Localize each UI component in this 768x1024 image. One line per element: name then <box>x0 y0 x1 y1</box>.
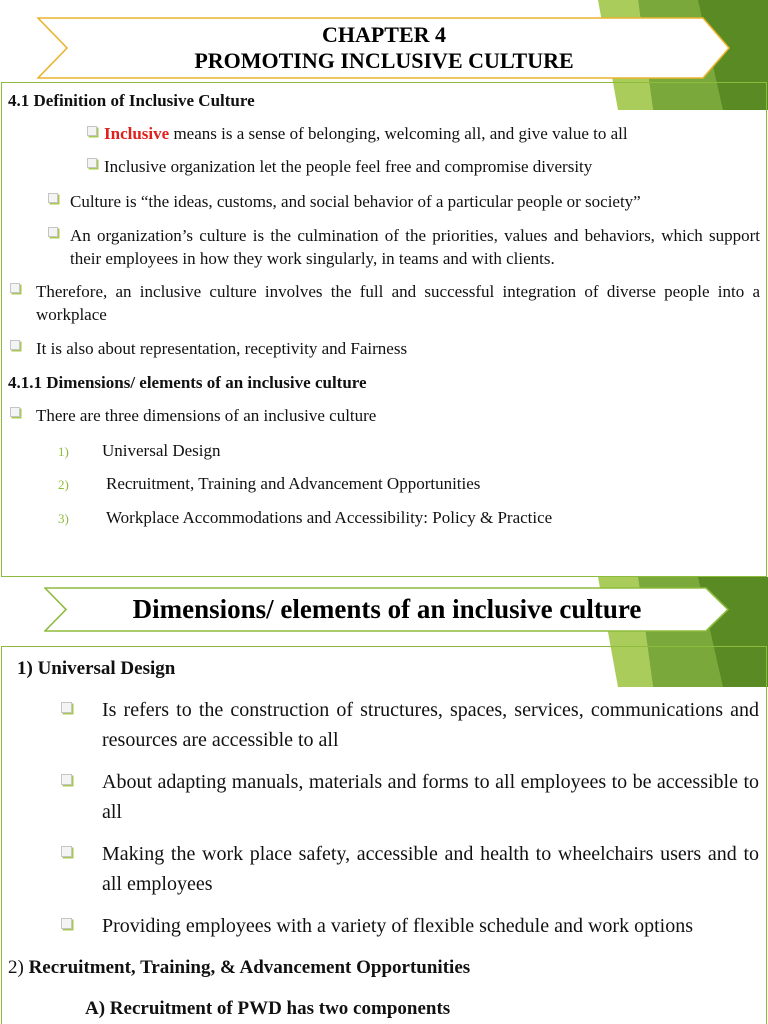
slide-title-banner <box>44 587 730 632</box>
inclusive-term: Inclusive <box>104 124 170 143</box>
bullet-inclusive <box>104 122 628 145</box>
bullet-representation: It is also about representation, receptivity and Fairness <box>36 339 408 358</box>
checkbox-bullet-icon <box>61 702 72 713</box>
checkbox-bullet-icon <box>48 193 58 203</box>
heading-recruitment <box>8 953 470 983</box>
checkbox-bullet-icon <box>10 407 20 417</box>
dimension-item: Recruitment, Training and Advancement Opportunities <box>106 474 481 493</box>
heading-recruitment-number: 2) <box>8 957 29 978</box>
chapter-title-line2: PROMOTING INCLUSIVE CULTURE <box>194 48 574 73</box>
checkbox-bullet-icon <box>48 227 58 237</box>
heading-universal-design: 1) Universal Design <box>17 658 176 679</box>
bullet-culture: Culture is “the ideas, customs, and social behavior of a particular people or society” <box>70 192 641 211</box>
checkbox-bullet-icon <box>87 126 97 136</box>
bullet-inclusive-organization: Inclusive organization let the people feel free and compromise diversity <box>104 157 593 176</box>
checkbox-bullet-icon <box>61 774 72 785</box>
checkbox-bullet-icon <box>10 340 20 350</box>
list-number: 1) <box>58 444 69 459</box>
section-heading: 4.1 Definition of Inclusive Culture <box>8 91 255 110</box>
checkbox-bullet-icon <box>10 283 20 293</box>
checkbox-bullet-icon <box>61 918 72 929</box>
list-number: 2) <box>58 477 69 492</box>
heading-recruitment-text: Recruitment, Training, & Advancement Opportunities <box>28 957 471 978</box>
bullet-three-dimensions: There are three dimensions of an inclusive culture <box>36 406 377 425</box>
bullet-universal-design: Is refers to the construction of structures, spaces, services, communications and resources are accessible to all <box>102 699 759 751</box>
bullet-universal-design: Providing employees with a variety of flexible schedule and work options <box>102 915 693 937</box>
checkbox-bullet-icon <box>87 158 97 168</box>
heading-recruitment-pwd: A) Recruitment of PWD has two components <box>85 998 451 1019</box>
bullet-universal-design: Making the work place safety, accessible and health to wheelchairs users and to all employees <box>102 843 759 895</box>
inclusive-definition: means is a sense of belonging, welcoming all, and give value to all <box>169 124 628 143</box>
slide-title: Dimensions/ elements of an inclusive culture <box>132 594 642 624</box>
subsection-heading: 4.1.1 Dimensions/ elements of an inclusive culture <box>8 373 367 392</box>
slide-2 <box>0 577 768 1024</box>
dimension-item: Workplace Accommodations and Accessibility: Policy & Practice <box>106 508 553 527</box>
chapter-title-banner <box>37 17 731 79</box>
bullet-organization-culture: An organization’s culture is the culmination of the priorities, values and behaviors, which support their employees in how they work singularly, in teams and with clients. <box>70 226 760 268</box>
dimension-item: Universal Design <box>102 441 221 460</box>
bullet-universal-design: About adapting manuals, materials and forms to all employees to be accessible to all <box>102 771 759 823</box>
bullet-therefore: Therefore, an inclusive culture involves the full and successful integration of diverse people into a workplace <box>36 282 760 324</box>
list-number: 3) <box>58 511 69 526</box>
checkbox-bullet-icon <box>61 846 72 857</box>
chapter-title-line1: CHAPTER 4 <box>321 22 447 47</box>
